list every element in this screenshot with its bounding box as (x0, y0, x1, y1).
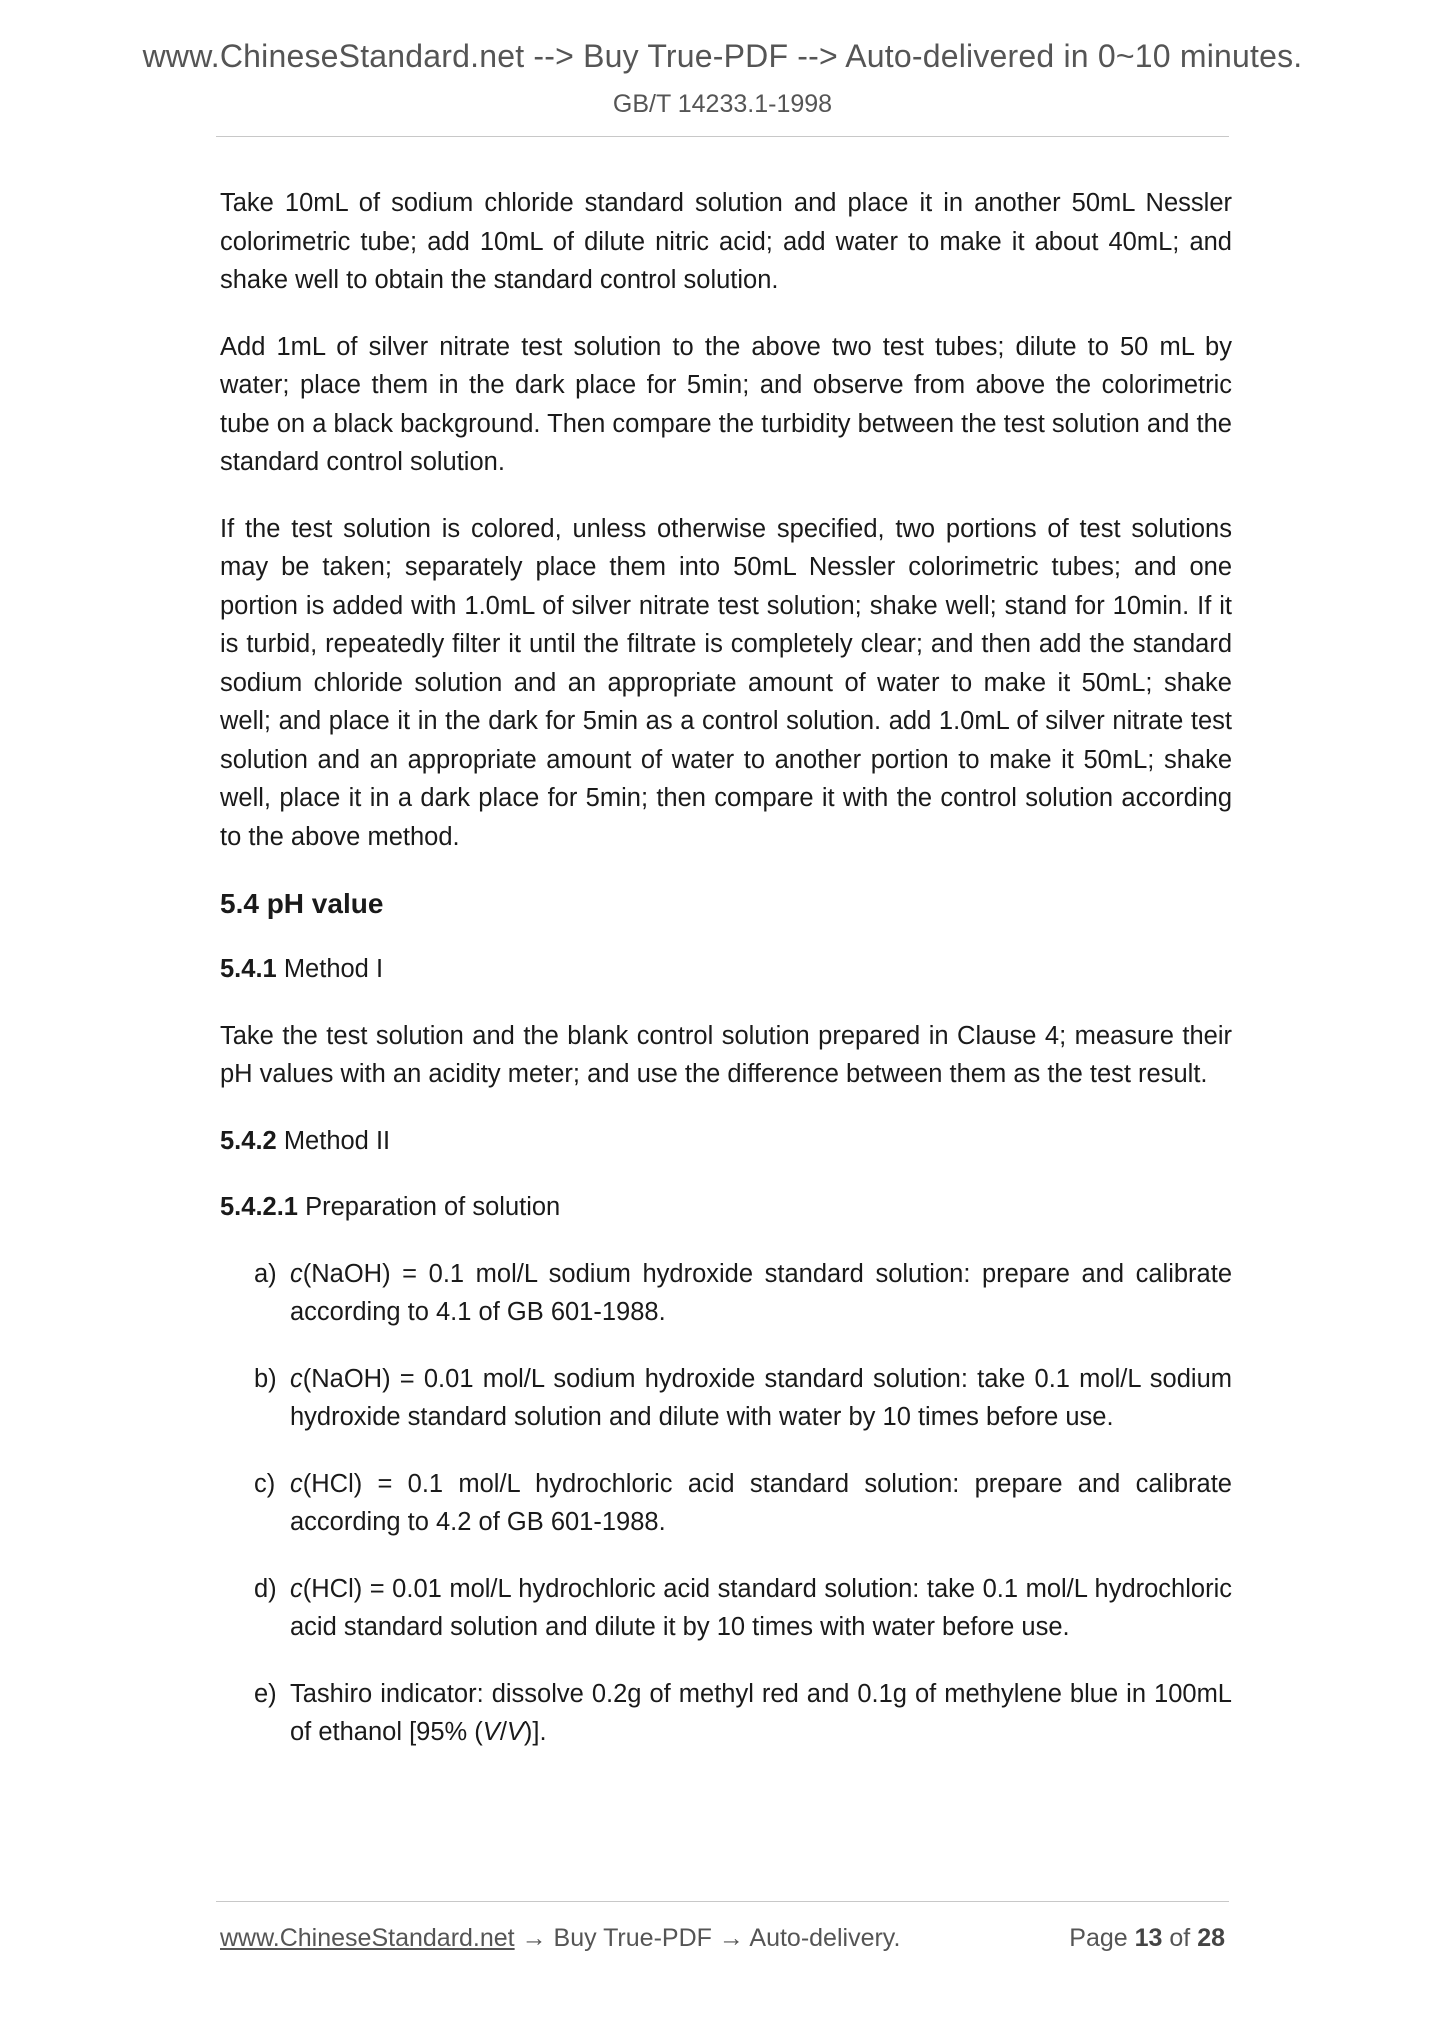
subsection-title: Method II (283, 1126, 391, 1155)
subsection-preparation (220, 1188, 1232, 1227)
list-item-rest: (HCl) = 0.1 mol/L hydrochloric acid standard solution: prepare and calibrate according to 4.2 of GB 601-1988. (290, 1469, 1232, 1536)
subsection-method-i (220, 950, 1232, 989)
list-marker: c) (254, 1469, 276, 1498)
footer-website-link[interactable]: www.ChineseStandard.net (220, 1924, 515, 1952)
subsection-number: 5.4.2 (220, 1126, 277, 1155)
page-content (220, 184, 1232, 1780)
header-banner: www.ChineseStandard.net --> Buy True-PDF --> Auto-delivered in 0~10 minutes. (142, 38, 1303, 74)
list-item-text (290, 1465, 1232, 1542)
subsection-number: 5.4.1 (220, 955, 277, 983)
list-item (254, 1675, 1232, 1752)
list-item (254, 1570, 1232, 1647)
volume-symbol: V (506, 1718, 524, 1746)
list-item-text (290, 1675, 1232, 1752)
list-item-rest: (NaOH) = 0.01 mol/L sodium hydroxide standard solution: take 0.1 mol/L sodium hydroxide standard solution and dilute with water by 10 times before use. (290, 1364, 1232, 1431)
list-marker: d) (254, 1574, 277, 1603)
document-code: GB/T 14233.1-1998 (612, 90, 833, 118)
list-item-text (290, 1570, 1232, 1647)
paragraph-method-i: Take the test solution and the blank control solution prepared in Clause 4; measure their pH values with an acidity meter; and use the difference between them as the test result. (220, 1021, 1232, 1088)
footer-tagline: → Buy True-PDF → Auto-delivery. (514, 1924, 901, 1952)
list-marker: a) (254, 1259, 277, 1288)
paragraph-standard-control: Take 10mL of sodium chloride standard solution and place it in another 50mL Nessler colorimetric tube; add 10mL of dilute nitric acid; add water to make it about 40mL; and shake well to obtain the standard control solution. (220, 189, 1232, 294)
list-item (254, 1360, 1232, 1437)
volume-symbol: V (482, 1718, 500, 1746)
list-item-text (290, 1360, 1232, 1437)
slash: / (499, 1718, 507, 1746)
page-word: Page (1069, 1924, 1128, 1952)
list-item (254, 1255, 1232, 1332)
concentration-symbol: c (290, 1574, 303, 1603)
list-item-text (290, 1255, 1232, 1332)
concentration-symbol: c (290, 1259, 303, 1288)
page-total: 28 (1197, 1924, 1225, 1952)
list-item (254, 1465, 1232, 1542)
list-item-rest: (HCl) = 0.01 mol/L hydrochloric acid standard solution: take 0.1 mol/L hydrochloric acid standard solution and dilute it by 10 times with water before use. (290, 1574, 1232, 1641)
subsection-method-ii (220, 1122, 1232, 1161)
list-item-text-after: )]. (523, 1718, 547, 1746)
paragraph-silver-nitrate: Add 1mL of silver nitrate test solution to the above two test tubes; dilute to 50 mL by water; place them in the dark place for 5min; and observe from above the colorimetric tube on a black background. Then compare the turbidity between the test solution and the standard control solution. (220, 332, 1232, 476)
of-word: of (1169, 1924, 1191, 1952)
footer-divider (216, 1901, 1229, 1902)
list-marker: e) (254, 1679, 277, 1708)
concentration-symbol: c (290, 1469, 303, 1498)
footer-left (220, 1924, 900, 1953)
page-current: 13 (1134, 1924, 1163, 1952)
header-divider (216, 136, 1229, 137)
subsection-title: Preparation of solution (305, 1193, 561, 1221)
subsection-title: Method I (283, 955, 384, 983)
list-item-rest: (NaOH) = 0.1 mol/L sodium hydroxide standard solution: prepare and calibrate according to 4.1 of GB 601-1988. (290, 1259, 1232, 1326)
section-heading-ph-value: 5.4 pH value (220, 888, 384, 919)
page-number (1069, 1924, 1225, 1953)
paragraph-colored-solution: If the test solution is colored, unless otherwise specified, two portions of test solutions may be taken; separately place them into 50mL Nessler colorimetric tubes; and one portion is added with 1.0mL of silver nitrate test solution; shake well; stand for 10min. If it is turbid, repeatedly filter it until the filtrate is completely clear; and then add the standard sodium chloride solution and an appropriate amount of water to make it 50mL; shake well; and place it in the dark for 5min as a control solution. add 1.0mL of silver nitrate test solution and an appropriate amount of water to another portion to make it 50mL; shake well, place it in a dark place for 5min; then compare it with the control solution according to the above method. (220, 514, 1232, 851)
list-marker: b) (254, 1364, 277, 1393)
subsection-number: 5.4.2.1 (220, 1193, 298, 1221)
concentration-symbol: c (290, 1364, 303, 1393)
list-item-text-before: Tashiro indicator: dissolve 0.2g of methyl red and 0.1g of methylene blue in 100mL of ethanol [95% ( (290, 1679, 1232, 1746)
